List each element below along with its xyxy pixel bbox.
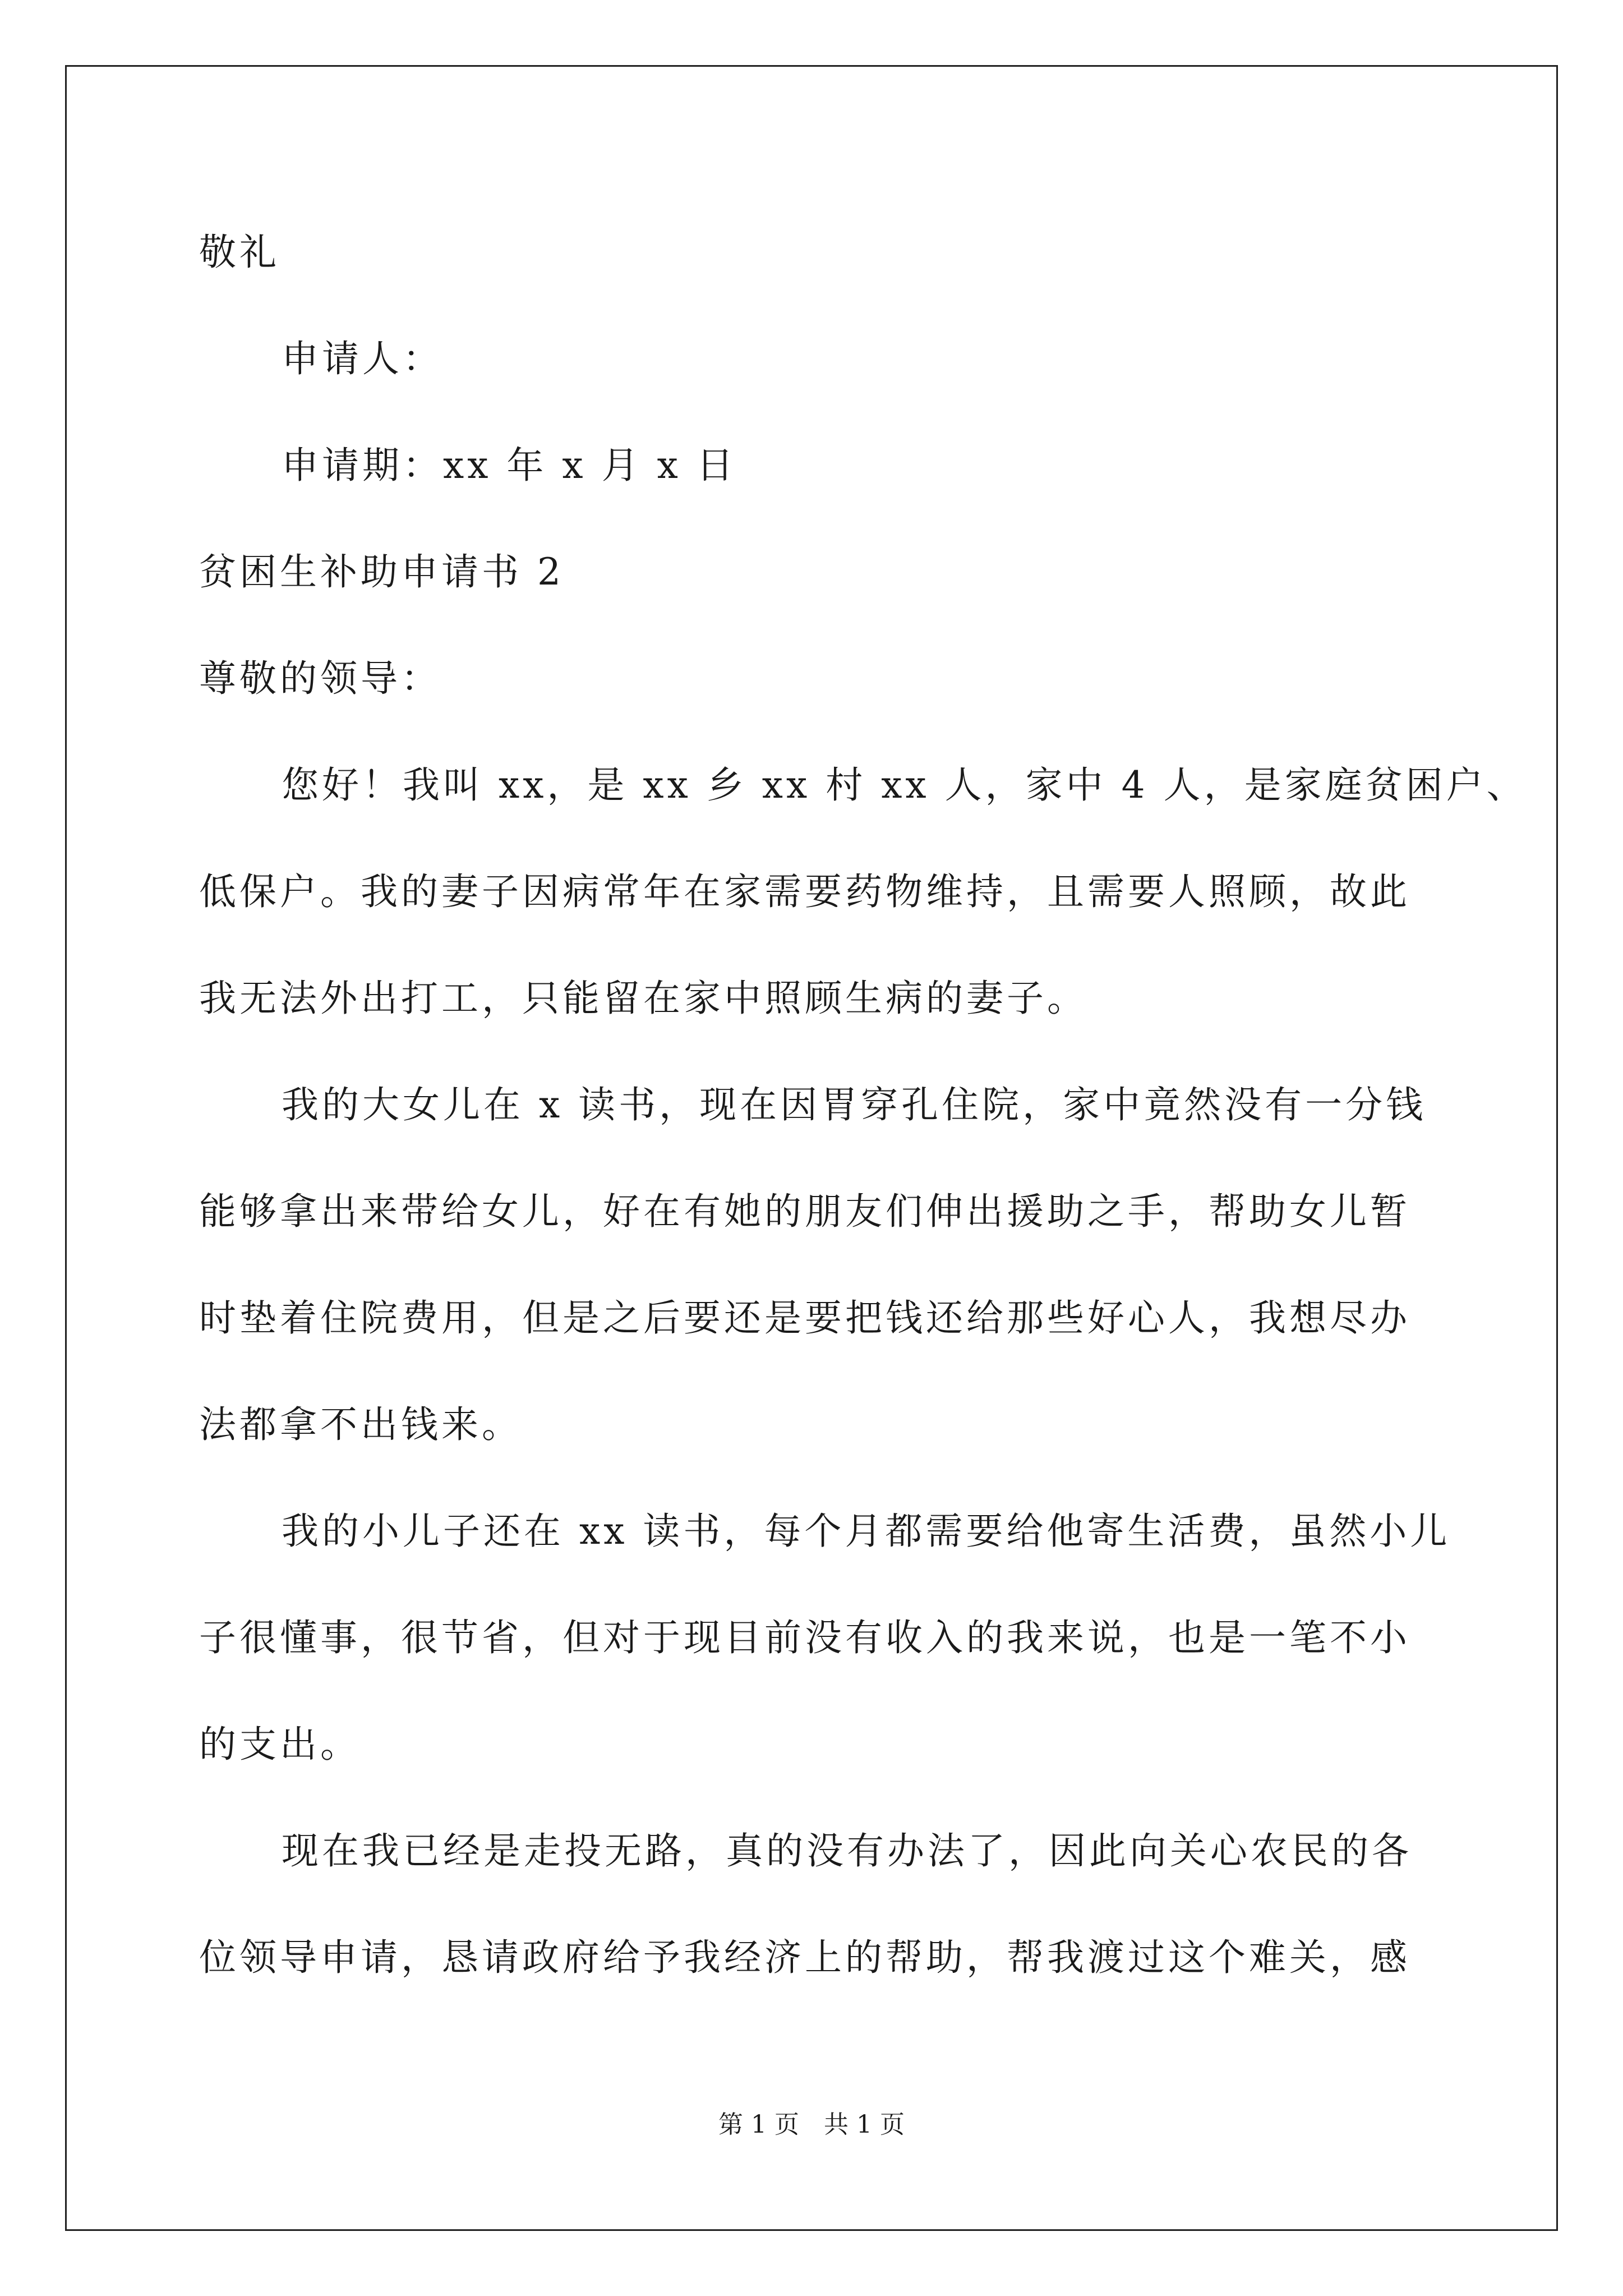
paragraph-line: 您好！我叫 xx，是 xx 乡 xx 村 xx 人，家中 4 人，是家庭贫困户、: [282, 763, 1527, 807]
page-number-footer: 第 1 页 共 1 页: [718, 2110, 905, 2139]
paragraph-line: 我无法外出打工，只能留在家中照顾生病的妻子。: [199, 977, 1087, 1020]
paragraph-line: 子很懂事，很节省，但对于现目前没有收入的我来说，也是一笔不小: [199, 1616, 1410, 1659]
paragraph-line: 时垫着住院费用，但是之后要还是要把钱还给那些好心人，我想尽办: [199, 1296, 1410, 1340]
paragraph-line: 我的大女儿在 x 读书，现在因胃穿孔住院，家中竟然没有一分钱: [282, 1083, 1427, 1126]
closing-salutation: 敬礼: [199, 231, 280, 274]
greeting: 尊敬的领导：: [199, 657, 441, 700]
applicant-label: 申请人：: [282, 337, 443, 380]
paragraph-line: 低保户。我的妻子因病常年在家需要药物维持，且需要人照顾，故此: [199, 870, 1410, 913]
paragraph-line: 的支出。: [199, 1723, 361, 1766]
document-title: 贫困生补助申请书 2: [199, 550, 564, 593]
paragraph-line: 位领导申请，恳请政府给予我经济上的帮助，帮我渡过这个难关，感: [199, 1936, 1410, 1979]
paragraph-line: 我的小儿子还在 xx 读书，每个月都需要给他寄生活费，虽然小儿: [282, 1510, 1451, 1553]
paragraph-line: 能够拿出来带给女儿，好在有她的朋友们伸出援助之手，帮助女儿暂: [199, 1190, 1410, 1233]
paragraph-line: 现在我已经是走投无路，真的没有办法了，因此向关心农民的各: [282, 1829, 1412, 1872]
application-date: 申请期：xx 年 x 月 x 日: [282, 444, 737, 487]
page-border: [65, 65, 1558, 2231]
paragraph-line: 法都拿不出钱来。: [199, 1403, 522, 1446]
